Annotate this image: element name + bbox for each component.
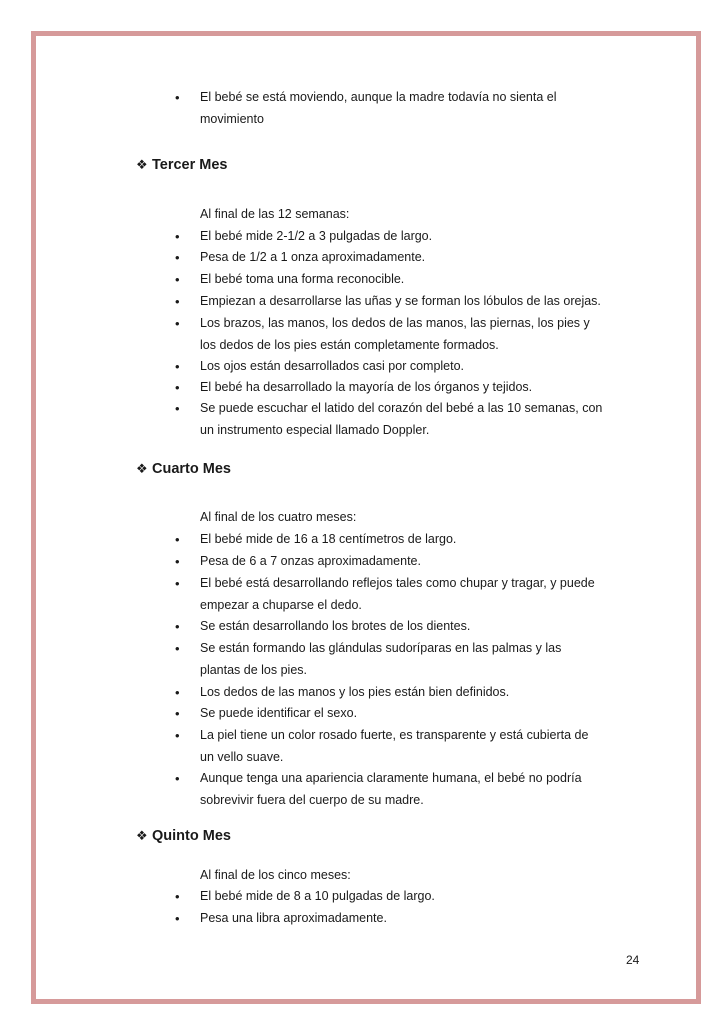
bullet-icon: • bbox=[175, 294, 180, 309]
bullet-icon: • bbox=[175, 272, 180, 287]
bullet-icon: • bbox=[175, 685, 180, 700]
section-heading-cuarto-mes: ❖ Cuarto Mes bbox=[136, 461, 231, 477]
bullet-icon: • bbox=[175, 90, 180, 105]
diamond-bullet-icon: ❖ bbox=[136, 461, 148, 476]
bullet-icon: • bbox=[175, 911, 180, 926]
list-item: • Los brazos, las manos, los dedos de las manos, las piernas, los pies y los dedos de los pies están completamente formados. bbox=[200, 313, 605, 356]
list-item: • Se puede escuchar el latido del corazón del bebé a las 10 semanas, con un instrumento especial llamado Doppler. bbox=[200, 398, 605, 441]
bullet-icon: • bbox=[175, 316, 180, 331]
list-item: • El bebé mide de 16 a 18 centímetros de largo. bbox=[200, 529, 605, 551]
list-item: • La piel tiene un color rosado fuerte, es transparente y está cubierta de un vello suave. bbox=[200, 725, 605, 768]
page-number: 24 bbox=[626, 953, 640, 967]
list-item: • Pesa una libra aproximadamente. bbox=[200, 908, 605, 930]
list-item: • Los dedos de las manos y los pies están bien definidos. bbox=[200, 682, 605, 704]
list-item: • Los ojos están desarrollados casi por completo. bbox=[200, 356, 605, 378]
list-item: • Se puede identificar el sexo. bbox=[200, 703, 605, 725]
bullet-icon: • bbox=[175, 706, 180, 721]
bullet-icon: • bbox=[175, 771, 180, 786]
bullet-icon: • bbox=[175, 401, 180, 416]
bullet-icon: • bbox=[175, 889, 180, 904]
section-heading-quinto-mes: ❖ Quinto Mes bbox=[136, 828, 231, 844]
list-item: • El bebé toma una forma reconocible. bbox=[200, 269, 605, 291]
list-item: • Aunque tenga una apariencia claramente humana, el bebé no podría sobrevivir fuera del cuerpo de su madre. bbox=[200, 768, 605, 811]
list-item: • Pesa de 1/2 a 1 onza aproximadamente. bbox=[200, 247, 605, 269]
bullet-icon: • bbox=[175, 619, 180, 634]
bullet-icon: • bbox=[175, 229, 180, 244]
section-heading-tercer-mes: ❖ Tercer Mes bbox=[136, 157, 228, 173]
diamond-bullet-icon: ❖ bbox=[136, 157, 148, 172]
bullet-icon: • bbox=[175, 554, 180, 569]
section-intro: Al final de los cuatro meses: bbox=[200, 510, 357, 524]
bullet-icon: • bbox=[175, 250, 180, 265]
list-item: • Se están desarrollando los brotes de los dientes. bbox=[200, 616, 605, 638]
list-item: • El bebé mide de 8 a 10 pulgadas de largo. bbox=[200, 886, 605, 908]
bullet-icon: • bbox=[175, 532, 180, 547]
bullet-icon: • bbox=[175, 728, 180, 743]
list-item: • El bebé se está moviendo, aunque la madre todavía no sienta el movimiento bbox=[200, 87, 605, 130]
diamond-bullet-icon: ❖ bbox=[136, 828, 148, 843]
bullet-icon: • bbox=[175, 641, 180, 656]
list-item: • Pesa de 6 a 7 onzas aproximadamente. bbox=[200, 551, 605, 573]
list-item: • Empiezan a desarrollarse las uñas y se forman los lóbulos de las orejas. bbox=[200, 291, 605, 313]
list-item: • El bebé mide 2-1/2 a 3 pulgadas de largo. bbox=[200, 226, 605, 248]
bullet-icon: • bbox=[175, 380, 180, 395]
list-item: • El bebé está desarrollando reflejos tales como chupar y tragar, y puede empezar a chuparse el dedo. bbox=[200, 573, 605, 616]
section-intro: Al final de los cinco meses: bbox=[200, 868, 351, 882]
section-intro: Al final de las 12 semanas: bbox=[200, 207, 350, 221]
bullet-icon: • bbox=[175, 359, 180, 374]
bullet-icon: • bbox=[175, 576, 180, 591]
page-border bbox=[31, 31, 701, 1004]
list-item: • El bebé ha desarrollado la mayoría de los órganos y tejidos. bbox=[200, 377, 605, 399]
list-item: • Se están formando las glándulas sudoríparas en las palmas y las plantas de los pies. bbox=[200, 638, 605, 681]
